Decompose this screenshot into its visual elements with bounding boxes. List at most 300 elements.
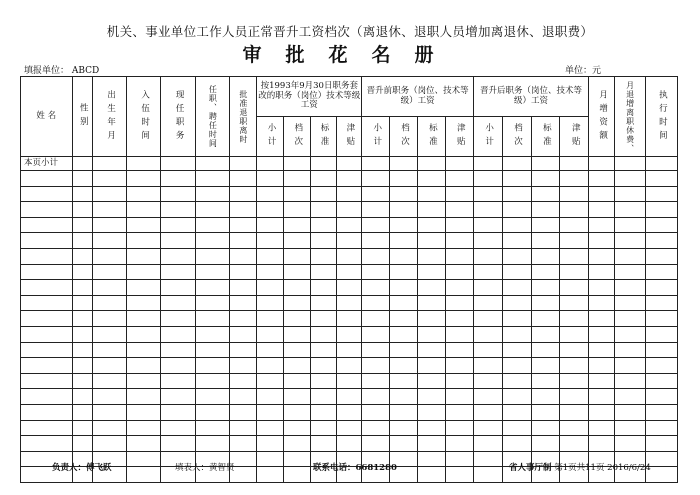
- sub-biaozhun: 标准: [418, 117, 446, 157]
- table-cell: [310, 248, 336, 264]
- footer-page: 第1页共11页: [554, 463, 605, 473]
- table-cell: [473, 311, 502, 327]
- table-cell: [502, 186, 531, 202]
- table-cell: [127, 248, 161, 264]
- table-cell: [445, 248, 473, 264]
- table-cell: [473, 171, 502, 187]
- table-cell: [560, 171, 589, 187]
- table-cell: [257, 404, 284, 420]
- table-cell: [418, 233, 446, 249]
- table-cell: [362, 420, 390, 436]
- table-cell: [72, 171, 93, 187]
- table-cell: [310, 358, 336, 374]
- table-cell: [615, 404, 646, 420]
- table-cell: [257, 248, 284, 264]
- table-cell: [127, 467, 161, 483]
- table-cell: [161, 404, 196, 420]
- table-cell: [336, 358, 362, 374]
- table-cell: [362, 217, 390, 233]
- table-cell: [560, 389, 589, 405]
- table-cell: [310, 420, 336, 436]
- table-cell: [196, 358, 230, 374]
- table-cell: [21, 436, 73, 452]
- reporting-unit-value: ABCD: [71, 66, 100, 76]
- table-cell: [589, 389, 615, 405]
- table-cell: [310, 326, 336, 342]
- table-row: [21, 217, 678, 233]
- header-monthly-retire: 月退增离职休费、: [615, 77, 646, 157]
- table-cell: [127, 451, 161, 467]
- table-cell: [21, 373, 73, 389]
- table-cell: [127, 202, 161, 218]
- table-cell: [531, 436, 560, 452]
- table-cell: [502, 420, 531, 436]
- table-cell: [589, 295, 615, 311]
- table-cell: [502, 326, 531, 342]
- sub-jintie: 津贴: [336, 117, 362, 157]
- table-cell: [72, 295, 93, 311]
- table-cell: [646, 311, 678, 327]
- table-cell: [589, 436, 615, 452]
- sub-xiaoji: 小计: [257, 117, 284, 157]
- table-cell: [230, 186, 257, 202]
- sub-jintie: 津贴: [560, 117, 589, 157]
- table-cell: [336, 420, 362, 436]
- table-cell: [615, 264, 646, 280]
- table-cell: [589, 217, 615, 233]
- table-cell: [310, 342, 336, 358]
- table-cell: [310, 217, 336, 233]
- table-cell: [257, 373, 284, 389]
- table-cell: [336, 171, 362, 187]
- footer-phone: 联系电话：6681280: [313, 463, 397, 473]
- table-cell: [473, 280, 502, 296]
- table-cell: [646, 171, 678, 187]
- table-cell: [21, 295, 73, 311]
- table-cell: [646, 233, 678, 249]
- table-cell: [336, 280, 362, 296]
- sub-xiaoji: 小计: [362, 117, 390, 157]
- table-cell: [473, 248, 502, 264]
- table-cell: [589, 202, 615, 218]
- table-cell: [560, 358, 589, 374]
- table-cell: [257, 358, 284, 374]
- table-cell: [362, 373, 390, 389]
- table-cell: [362, 264, 390, 280]
- table-cell: [531, 217, 560, 233]
- footer-filler: 填表人：黄智贤: [175, 463, 235, 473]
- table-row: [21, 436, 678, 452]
- table-cell: [589, 280, 615, 296]
- table-cell: [390, 295, 418, 311]
- table-cell: [230, 373, 257, 389]
- table-cell: [230, 358, 257, 374]
- table-cell: [531, 420, 560, 436]
- table-cell: [502, 373, 531, 389]
- table-cell: [418, 358, 446, 374]
- table-cell: [473, 420, 502, 436]
- table-cell: [502, 389, 531, 405]
- table-cell: [531, 358, 560, 374]
- table-cell: [445, 451, 473, 467]
- table-cell: [589, 358, 615, 374]
- table-cell: [646, 342, 678, 358]
- table-cell: [336, 233, 362, 249]
- table-cell: [127, 186, 161, 202]
- table-cell: [230, 311, 257, 327]
- table-cell: [127, 280, 161, 296]
- table-cell: [161, 420, 196, 436]
- table-cell: [473, 264, 502, 280]
- table-cell: [310, 404, 336, 420]
- sub-jintie: 津贴: [445, 117, 473, 157]
- table-cell: [257, 280, 284, 296]
- footer-manager: 负责人：傅飞跃: [52, 463, 112, 473]
- table-cell: [161, 233, 196, 249]
- table-cell: [257, 202, 284, 218]
- table-cell: [196, 342, 230, 358]
- table-cell: [502, 202, 531, 218]
- table-cell: [473, 217, 502, 233]
- table-cell: [21, 248, 73, 264]
- table-cell: [418, 451, 446, 467]
- table-cell: [473, 404, 502, 420]
- table-cell: [445, 373, 473, 389]
- table-cell: [230, 248, 257, 264]
- sub-dangci: 档次: [390, 117, 418, 157]
- table-cell: [646, 404, 678, 420]
- table-cell: [196, 280, 230, 296]
- table-cell: [560, 295, 589, 311]
- footer-org: 省人事厅制: [509, 463, 552, 473]
- table-cell: [473, 295, 502, 311]
- table-cell: [362, 202, 390, 218]
- table-row: [21, 311, 678, 327]
- table-row: [21, 233, 678, 249]
- header-join-date: 入伍时间: [127, 77, 161, 157]
- table-cell: [93, 186, 127, 202]
- table-cell: [589, 342, 615, 358]
- table-cell: [72, 436, 93, 452]
- table-cell: [21, 264, 73, 280]
- table-cell: [362, 404, 390, 420]
- table-cell: [589, 264, 615, 280]
- table-cell: [646, 280, 678, 296]
- table-cell: [531, 233, 560, 249]
- table-cell: [127, 295, 161, 311]
- table-cell: [531, 264, 560, 280]
- table-cell: [473, 467, 502, 483]
- table-cell: [362, 280, 390, 296]
- table-cell: [21, 420, 73, 436]
- table-cell: [362, 389, 390, 405]
- table-cell: [257, 171, 284, 187]
- table-cell: [502, 404, 531, 420]
- table-cell: [72, 264, 93, 280]
- table-cell: [646, 373, 678, 389]
- subtotal-label: 本页小计: [21, 157, 73, 171]
- table-cell: [230, 436, 257, 452]
- table-cell: [362, 233, 390, 249]
- table-row: [21, 264, 678, 280]
- table-cell: [390, 217, 418, 233]
- table-cell: [336, 311, 362, 327]
- table-cell: [560, 264, 589, 280]
- table-cell: [531, 311, 560, 327]
- table-cell: [72, 233, 93, 249]
- table-cell: [310, 202, 336, 218]
- table-cell: [283, 202, 310, 218]
- table-cell: [196, 248, 230, 264]
- table-cell: [161, 248, 196, 264]
- table-cell: [362, 248, 390, 264]
- table-cell: [283, 420, 310, 436]
- approval-roster-table: [20, 76, 678, 483]
- table-cell: [336, 264, 362, 280]
- table-cell: [196, 186, 230, 202]
- header-group-after: 晋升后职务（岗位、技术等级）工资: [473, 77, 589, 117]
- table-row: [21, 358, 678, 374]
- table-cell: [230, 280, 257, 296]
- table-cell: [93, 436, 127, 452]
- header-retire-date: 批准退职离时: [230, 77, 257, 157]
- table-cell: [196, 202, 230, 218]
- table-cell: [390, 186, 418, 202]
- table-cell: [615, 202, 646, 218]
- table-cell: [161, 342, 196, 358]
- table-cell: [310, 171, 336, 187]
- table-cell: [93, 326, 127, 342]
- table-cell: [336, 326, 362, 342]
- table-cell: [230, 171, 257, 187]
- table-cell: [390, 233, 418, 249]
- table-cell: [646, 186, 678, 202]
- table-cell: [93, 311, 127, 327]
- table-cell: [230, 404, 257, 420]
- table-cell: [161, 202, 196, 218]
- table-cell: [257, 420, 284, 436]
- table-cell: [531, 342, 560, 358]
- table-cell: [560, 420, 589, 436]
- table-cell: [390, 202, 418, 218]
- table-cell: [196, 373, 230, 389]
- table-cell: [445, 264, 473, 280]
- table-cell: [502, 280, 531, 296]
- table-cell: [230, 202, 257, 218]
- table-cell: [445, 217, 473, 233]
- table-cell: [72, 420, 93, 436]
- table-cell: [161, 389, 196, 405]
- table-cell: [283, 342, 310, 358]
- table-row: [21, 342, 678, 358]
- table-cell: [531, 280, 560, 296]
- header-current-post: 现任职务: [161, 77, 196, 157]
- table-cell: [418, 404, 446, 420]
- table-cell: [283, 171, 310, 187]
- table-cell: [531, 295, 560, 311]
- table-cell: [310, 264, 336, 280]
- table-cell: [445, 311, 473, 327]
- table-cell: [283, 358, 310, 374]
- table-cell: [418, 326, 446, 342]
- table-cell: [283, 373, 310, 389]
- table-row: [21, 295, 678, 311]
- table-cell: [72, 311, 93, 327]
- table-cell: [93, 202, 127, 218]
- table-cell: [257, 233, 284, 249]
- table-cell: [336, 342, 362, 358]
- table-cell: [589, 373, 615, 389]
- table-cell: [161, 326, 196, 342]
- table-cell: [127, 233, 161, 249]
- table-cell: [445, 280, 473, 296]
- table-cell: [196, 295, 230, 311]
- table-cell: [127, 420, 161, 436]
- table-cell: [418, 389, 446, 405]
- table-cell: [127, 311, 161, 327]
- table-cell: [390, 264, 418, 280]
- table-cell: [473, 186, 502, 202]
- table-cell: [531, 326, 560, 342]
- table-cell: [93, 233, 127, 249]
- table-cell: [390, 404, 418, 420]
- table-cell: [418, 217, 446, 233]
- table-cell: [93, 171, 127, 187]
- table-cell: [21, 280, 73, 296]
- table-cell: [589, 311, 615, 327]
- table-cell: [531, 202, 560, 218]
- footer-info: [509, 461, 651, 473]
- table-cell: [560, 248, 589, 264]
- table-row: [21, 389, 678, 405]
- table-cell: [93, 295, 127, 311]
- table-row: [21, 171, 678, 187]
- table-cell: [646, 420, 678, 436]
- table-cell: [230, 326, 257, 342]
- table-cell: [257, 389, 284, 405]
- table-cell: [283, 280, 310, 296]
- table-cell: [418, 280, 446, 296]
- table-cell: [615, 389, 646, 405]
- table-cell: [283, 217, 310, 233]
- table-cell: [310, 311, 336, 327]
- table-cell: [418, 264, 446, 280]
- table-cell: [646, 436, 678, 452]
- table-cell: [646, 389, 678, 405]
- table-cell: [646, 217, 678, 233]
- table-cell: [336, 248, 362, 264]
- table-cell: [615, 342, 646, 358]
- table-cell: [531, 373, 560, 389]
- table-cell: [161, 373, 196, 389]
- table-cell: [310, 186, 336, 202]
- table-cell: [473, 358, 502, 374]
- table-cell: [257, 342, 284, 358]
- table-cell: [283, 295, 310, 311]
- document-title: 机关、事业单位工作人员正常晋升工资档次（离退休、退职人员增加离退休、退职费）: [106, 24, 594, 39]
- table-cell: [646, 264, 678, 280]
- table-cell: [445, 389, 473, 405]
- table-cell: [502, 217, 531, 233]
- table-cell: [93, 248, 127, 264]
- table-cell: [589, 233, 615, 249]
- table-cell: [283, 186, 310, 202]
- table-cell: [93, 342, 127, 358]
- table-cell: [502, 233, 531, 249]
- table-cell: [390, 326, 418, 342]
- table-cell: [161, 171, 196, 187]
- table-cell: [283, 451, 310, 467]
- table-cell: [310, 389, 336, 405]
- header-appointed-date: 任职、聘任时间: [196, 77, 230, 157]
- table-cell: [390, 280, 418, 296]
- table-cell: [127, 358, 161, 374]
- table-cell: [646, 202, 678, 218]
- table-cell: [560, 342, 589, 358]
- table-cell: [473, 342, 502, 358]
- table-cell: [473, 233, 502, 249]
- table-cell: [646, 295, 678, 311]
- table-cell: [615, 233, 646, 249]
- table-cell: [390, 311, 418, 327]
- table-cell: [21, 186, 73, 202]
- table-cell: [473, 389, 502, 405]
- table-row: [21, 202, 678, 218]
- table-cell: [445, 202, 473, 218]
- table-cell: [93, 280, 127, 296]
- table-cell: [531, 171, 560, 187]
- table-cell: [257, 311, 284, 327]
- table-cell: [390, 436, 418, 452]
- table-cell: [127, 373, 161, 389]
- header-group-1993: 按1993年9月30日职务套改的职务（岗位）技术等级工资: [257, 77, 362, 117]
- sub-biaozhun: 标准: [531, 117, 560, 157]
- table-row: [21, 280, 678, 296]
- table-cell: [161, 311, 196, 327]
- table-cell: [502, 358, 531, 374]
- table-cell: [127, 436, 161, 452]
- table-cell: [445, 420, 473, 436]
- table-cell: [93, 420, 127, 436]
- table-cell: [418, 373, 446, 389]
- table-cell: [310, 280, 336, 296]
- sub-dangci: 档次: [283, 117, 310, 157]
- table-cell: [615, 280, 646, 296]
- table-cell: [283, 264, 310, 280]
- data-rows: [21, 171, 678, 483]
- header-name: 姓 名: [21, 77, 73, 157]
- table-cell: [362, 311, 390, 327]
- table-cell: [531, 248, 560, 264]
- sub-xiaoji: 小计: [473, 117, 502, 157]
- table-cell: [615, 248, 646, 264]
- table-cell: [336, 373, 362, 389]
- table-cell: [257, 326, 284, 342]
- table-cell: [615, 358, 646, 374]
- table-cell: [21, 217, 73, 233]
- table-cell: [336, 389, 362, 405]
- footer-date: 2016/6/24: [607, 463, 651, 473]
- table-cell: [615, 326, 646, 342]
- table-cell: [502, 342, 531, 358]
- table-cell: [72, 358, 93, 374]
- table-cell: [230, 420, 257, 436]
- table-cell: [502, 248, 531, 264]
- table-cell: [615, 171, 646, 187]
- table-cell: [230, 233, 257, 249]
- table-cell: [445, 436, 473, 452]
- table-cell: [127, 342, 161, 358]
